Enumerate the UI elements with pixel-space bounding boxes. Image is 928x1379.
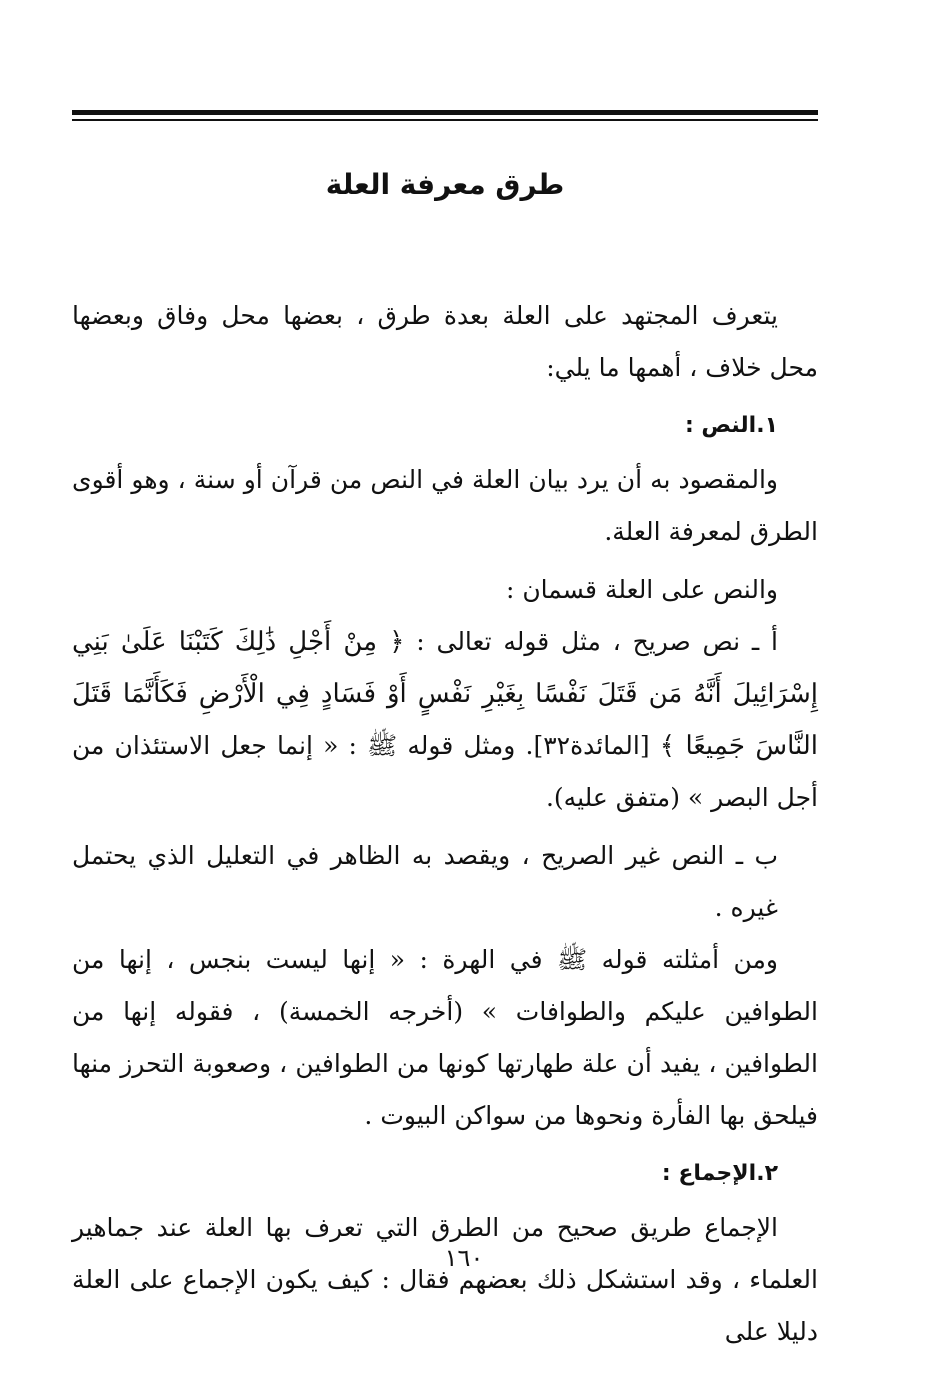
section-heading-consensus: ٢.الإجماع : [661, 1161, 778, 1186]
header-rule-thin [72, 119, 818, 121]
intro-paragraph: يتعرف المجتهد على العلة بعدة طرق ، بعضها محل وفاق وبعضها محل خلاف ، أهمها ما يلي: [72, 301, 818, 382]
paragraph-prefix: أ ـ نص صريح ، مثل قوله تعالى : [404, 627, 778, 656]
quran-verse: ﴿ مِنْ أَجْلِ ذَٰلِكَ كَتَبْنَا عَلَىٰ بَنِي إِسْرَائِيلَ أَنَّهُ مَن قَتَلَ نَفْسًا بِغَيْرِ نَفْسٍ أَوْ فَسَادٍ فِي الْأَرْضِ فَكَأَنَّمَا قَتَلَ النَّاسَ جَمِيعًا ﴾ [72, 627, 818, 761]
text-paragraph: ومن أمثلته قوله ﷺ في الهرة : « إنها ليست بنجس ، إنها من الطوافين عليكم والطوافات » (أخرجه الخمسة) ، فقوله إنها من الطوافين ، يفيد أن علة طهارتها كونها من الطوافين ، وصعوبة التحرز منها فيلحق بها الفأرة ونحوها من سواكن البيوت . [72, 945, 818, 1130]
page-number: ١٦٠ [444, 1244, 484, 1272]
section-heading-text: ١.النص : [684, 413, 778, 438]
page-title: طرق معرفة العلة [325, 168, 565, 201]
text-paragraph: ب ـ النص غير الصريح ، ويقصد به الظاهر في التعليل الذي يحتمل غيره . [72, 841, 778, 922]
text-paragraph: والمقصود به أن يرد بيان العلة في النص من قرآن أو سنة ، وهو أقوى الطرق لمعرفة العلة. [72, 465, 818, 546]
header-rule-thick [72, 110, 818, 115]
body-text [72, 290, 818, 1364]
quran-example-paragraph [72, 616, 818, 824]
paragraph-suffix: [المائدة٣٢]. ومثل قوله ﷺ : « إنما جعل الاستئذان من أجل البصر » (متفق عليه). [72, 731, 818, 812]
text-paragraph: والنص على العلة قسمان : [505, 575, 778, 604]
text-paragraph: الإجماع طريق صحيح من الطرق التي تعرف بها العلة عند جماهير العلماء ، وقد استشكل ذلك بعضهم فقال : كيف يكون الإجماع على العلة دليلا على [72, 1213, 818, 1346]
